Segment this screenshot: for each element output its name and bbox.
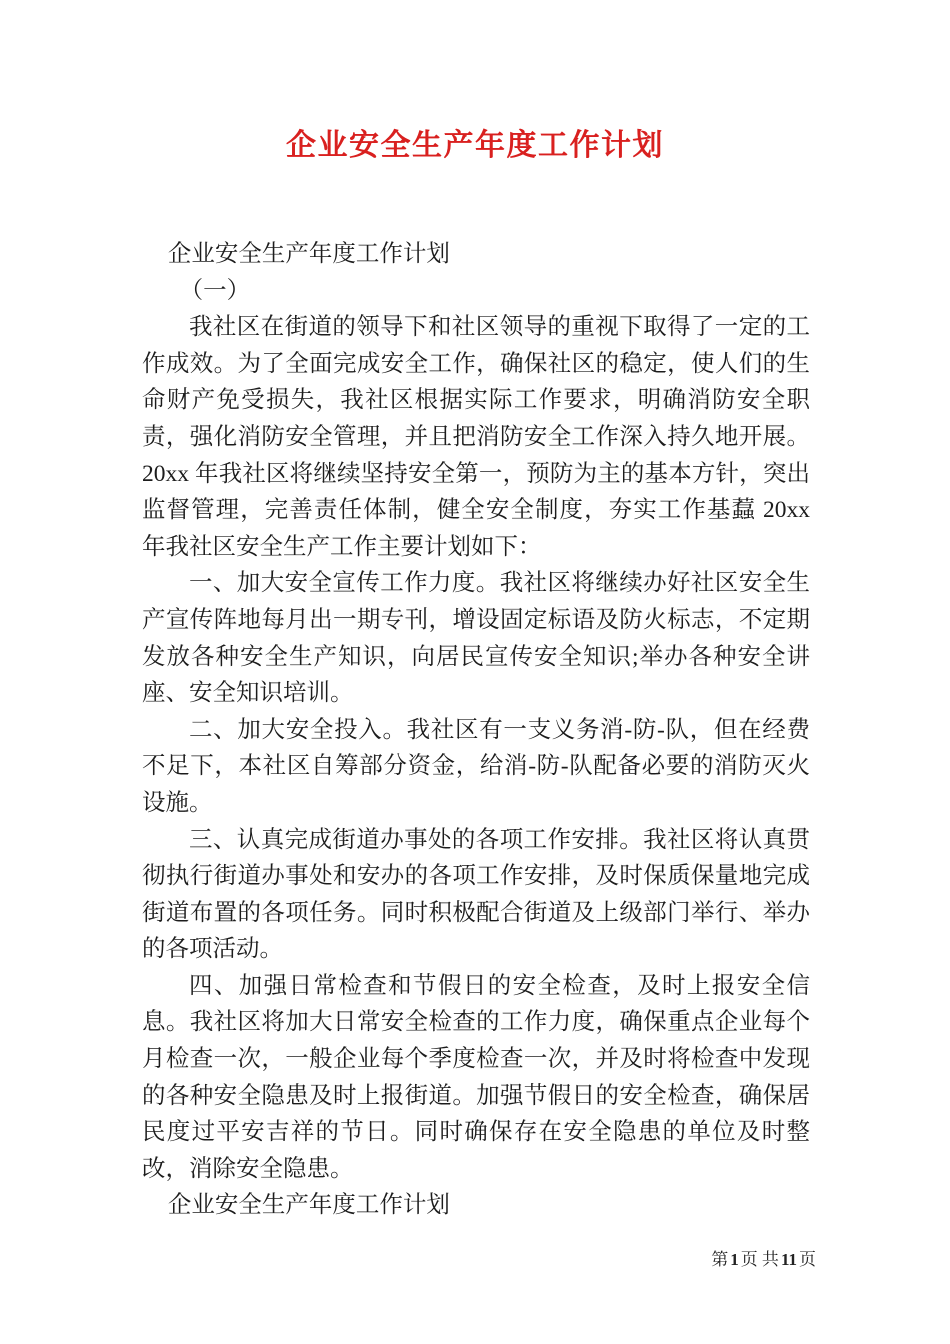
paragraph-heading-repeat: 企业安全生产年度工作计划 (167, 241, 450, 267)
paragraph-item-4: 四、加强日常检查和节假日的安全检查，及时上报安全信息。我社区将加大日常安全检查的工作力度，确保重点企业每个月检查一次，一般企业每个季度检查一次，并及时将检查中发现的各种安全隐患及时上报街道。加强节假日的安全检查，确保居民度过平安吉祥的节日。同时确保存在安全隐患的单位及时整改，消除安全隐患。 (142, 972, 810, 1182)
footer-prefix: 第 (711, 1250, 729, 1269)
footer-total-pages: 11 (780, 1250, 797, 1269)
footer-suffix: 页 (799, 1250, 816, 1269)
document-body (142, 236, 810, 1224)
footer-middle: 页 共 (740, 1250, 779, 1269)
page-title: 企业安全生产年度工作计划 (286, 129, 664, 162)
paragraph-item-3: 三、认真完成街道办事处的各项工作安排。我社区将认真贯彻执行街道办事处和安办的各项工作安排，及时保质保量地完成街道布置的各项任务。同时积极配合街道及上级部门举行、举办的各项活动。 (142, 826, 810, 963)
paragraph-tail-heading: 企业安全生产年度工作计划 (167, 1192, 450, 1219)
paragraph-intro: 我社区在街道的领导下和社区领导的重视下取得了一定的工作成效。为了全面完成安全工作，确保社区的稳定，使人们的生命财产免受损失，我社区根据实际工作要求，明确消防安全职责，强化消防安全管理，并且把消防安全工作深入持久地开展。20xx 年我社区将继续坚持安全第一，预防为主的基本方针，突出监督管理，完善责任体制，健全安全制度，夯实工作基蠚 20xx 年我社区安全生产工作主要计划如下： (142, 314, 810, 560)
page-footer (711, 1249, 816, 1271)
paragraph-section-one: （一） (179, 277, 251, 304)
paragraph-item-1: 一、加大安全宣传工作力度。我社区将继续办好社区安全生产宣传阵地每月出一期专刊，增设固定标语及防火标志，不定期发放各种安全生产知识，向居民宣传安全知识;举办各种安全讲座、安全知识培训。 (142, 570, 810, 707)
footer-current-page: 1 (730, 1250, 739, 1269)
paragraph-item-2: 二、加大安全投入。我社区有一支义务消-防-队，但在经费不足下，本社区自筹部分资金，给消-防-队配备必要的消防灭火设施。 (142, 716, 810, 816)
